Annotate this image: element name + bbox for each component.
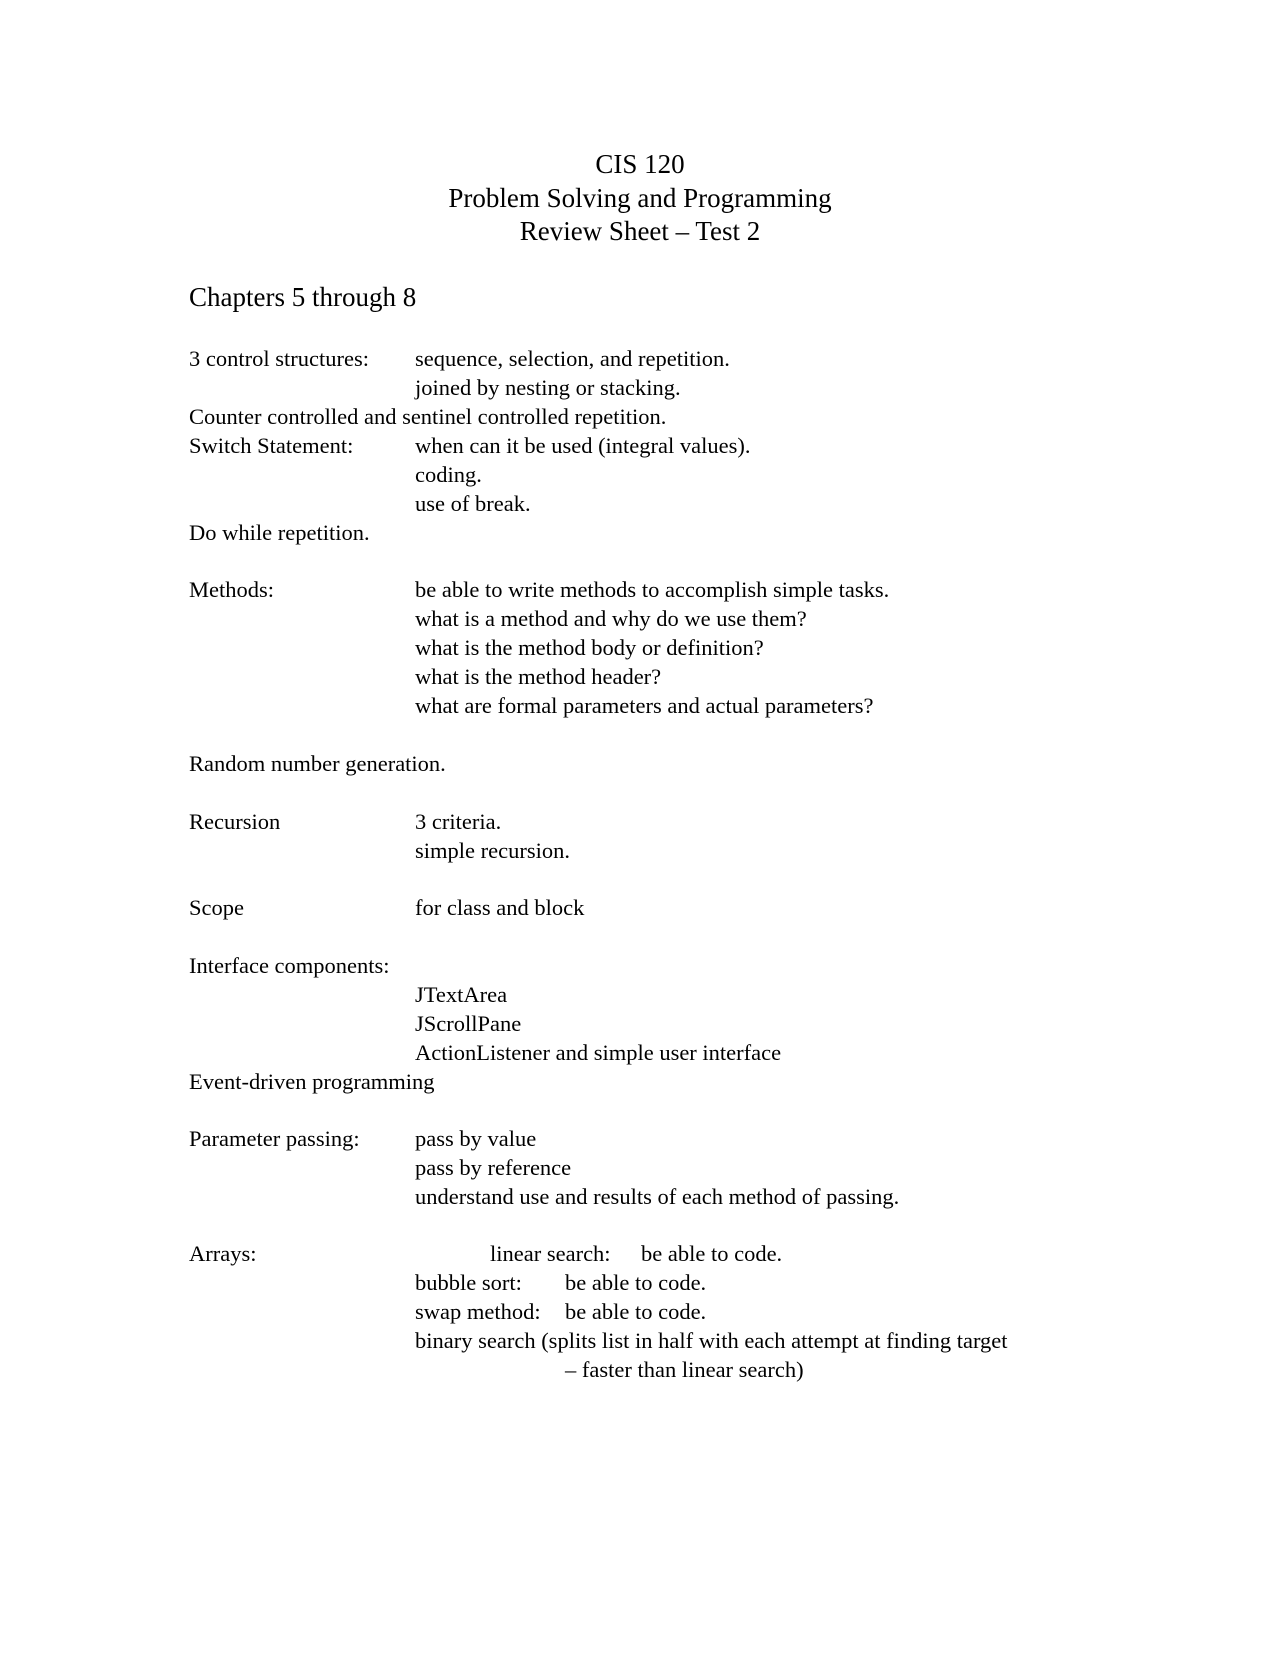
methods-line-3 bbox=[0, 633, 1280, 662]
scope-value: for class and block bbox=[415, 895, 585, 920]
parameter-label: Parameter passing: bbox=[189, 1126, 360, 1151]
recursion-line-2 bbox=[0, 836, 1280, 865]
parameter-value: pass by reference bbox=[415, 1155, 572, 1180]
control-structures-label: 3 control structures: bbox=[189, 346, 369, 371]
interface-item: ActionListener and simple user interface bbox=[415, 1040, 782, 1065]
switch-line-2 bbox=[0, 460, 1280, 489]
arrays-line-3 bbox=[0, 1297, 1280, 1326]
methods-line-4 bbox=[0, 662, 1280, 691]
recursion-value: simple recursion. bbox=[415, 838, 570, 863]
recursion-line-1 bbox=[0, 807, 1280, 836]
switch-value: when can it be used (integral values). bbox=[415, 433, 751, 458]
interface-line bbox=[0, 951, 1280, 980]
methods-value: what is the method body or definition? bbox=[415, 635, 764, 660]
interface-label: Interface components: bbox=[189, 953, 390, 978]
parameter-line-2 bbox=[0, 1153, 1280, 1182]
course-code: CIS 120 bbox=[595, 149, 685, 179]
interface-item-line bbox=[0, 980, 1280, 1009]
methods-value: what is the method header? bbox=[415, 664, 662, 689]
switch-line-3 bbox=[0, 489, 1280, 518]
chapters-heading: Chapters 5 through 8 bbox=[189, 282, 417, 312]
methods-value: what are formal parameters and actual parameters? bbox=[415, 693, 874, 718]
linear-search-label: linear search: bbox=[490, 1241, 611, 1266]
methods-line-1 bbox=[0, 575, 1280, 604]
recursion-label: Recursion bbox=[189, 809, 281, 834]
document-header bbox=[0, 148, 1280, 249]
parameter-value: understand use and results of each method of passing. bbox=[415, 1184, 900, 1209]
swap-method-note: be able to code. bbox=[565, 1299, 707, 1324]
methods-label: Methods: bbox=[189, 577, 275, 602]
do-while-text: Do while repetition. bbox=[189, 520, 370, 545]
interface-item: JTextArea bbox=[415, 982, 508, 1007]
parameter-line-1 bbox=[0, 1124, 1280, 1153]
methods-line-2 bbox=[0, 604, 1280, 633]
control-structures-value: sequence, selection, and repetition. bbox=[415, 346, 730, 371]
swap-method-label: swap method: bbox=[415, 1299, 541, 1324]
parameter-value: pass by value bbox=[415, 1126, 537, 1151]
interface-item-line bbox=[0, 1038, 1280, 1067]
do-while-line bbox=[0, 518, 1280, 547]
arrays-line-4 bbox=[0, 1326, 1280, 1355]
binary-search-continuation: – faster than linear search) bbox=[565, 1357, 804, 1382]
parameter-line-3 bbox=[0, 1182, 1280, 1211]
interface-item: JScrollPane bbox=[415, 1011, 522, 1036]
random-text: Random number generation. bbox=[189, 751, 446, 776]
random-line bbox=[0, 749, 1280, 778]
switch-line-1 bbox=[0, 431, 1280, 460]
methods-value: what is a method and why do we use them? bbox=[415, 606, 807, 631]
scope-line bbox=[0, 893, 1280, 922]
event-driven-line bbox=[0, 1067, 1280, 1096]
binary-search-text: binary search (splits list in half with each attempt at finding target bbox=[415, 1328, 1008, 1353]
recursion-value: 3 criteria. bbox=[415, 809, 502, 834]
control-structures-value: joined by nesting or stacking. bbox=[415, 375, 681, 400]
counter-controlled-line bbox=[0, 402, 1280, 431]
switch-value: coding. bbox=[415, 462, 482, 487]
methods-line-5 bbox=[0, 691, 1280, 720]
counter-controlled-text: Counter controlled and sentinel controlled repetition. bbox=[189, 404, 667, 429]
sheet-title: Review Sheet – Test 2 bbox=[519, 216, 761, 246]
linear-search-note: be able to code. bbox=[641, 1241, 783, 1266]
control-structures-line-1 bbox=[0, 344, 1280, 373]
course-title: Problem Solving and Programming bbox=[448, 182, 832, 213]
arrays-line-2 bbox=[0, 1268, 1280, 1297]
event-driven-text: Event-driven programming bbox=[189, 1069, 435, 1094]
switch-label: Switch Statement: bbox=[189, 433, 354, 458]
arrays-line-1 bbox=[0, 1239, 1280, 1268]
arrays-label: Arrays: bbox=[189, 1241, 257, 1266]
arrays-line-5 bbox=[0, 1355, 1280, 1384]
interface-item-line bbox=[0, 1009, 1280, 1038]
switch-value: use of break. bbox=[415, 491, 531, 516]
control-structures-line-2 bbox=[0, 373, 1280, 402]
bubble-sort-label: bubble sort: bbox=[415, 1270, 522, 1295]
scope-label: Scope bbox=[189, 895, 244, 920]
methods-value: be able to write methods to accomplish simple tasks. bbox=[415, 577, 890, 602]
bubble-sort-note: be able to code. bbox=[565, 1270, 707, 1295]
